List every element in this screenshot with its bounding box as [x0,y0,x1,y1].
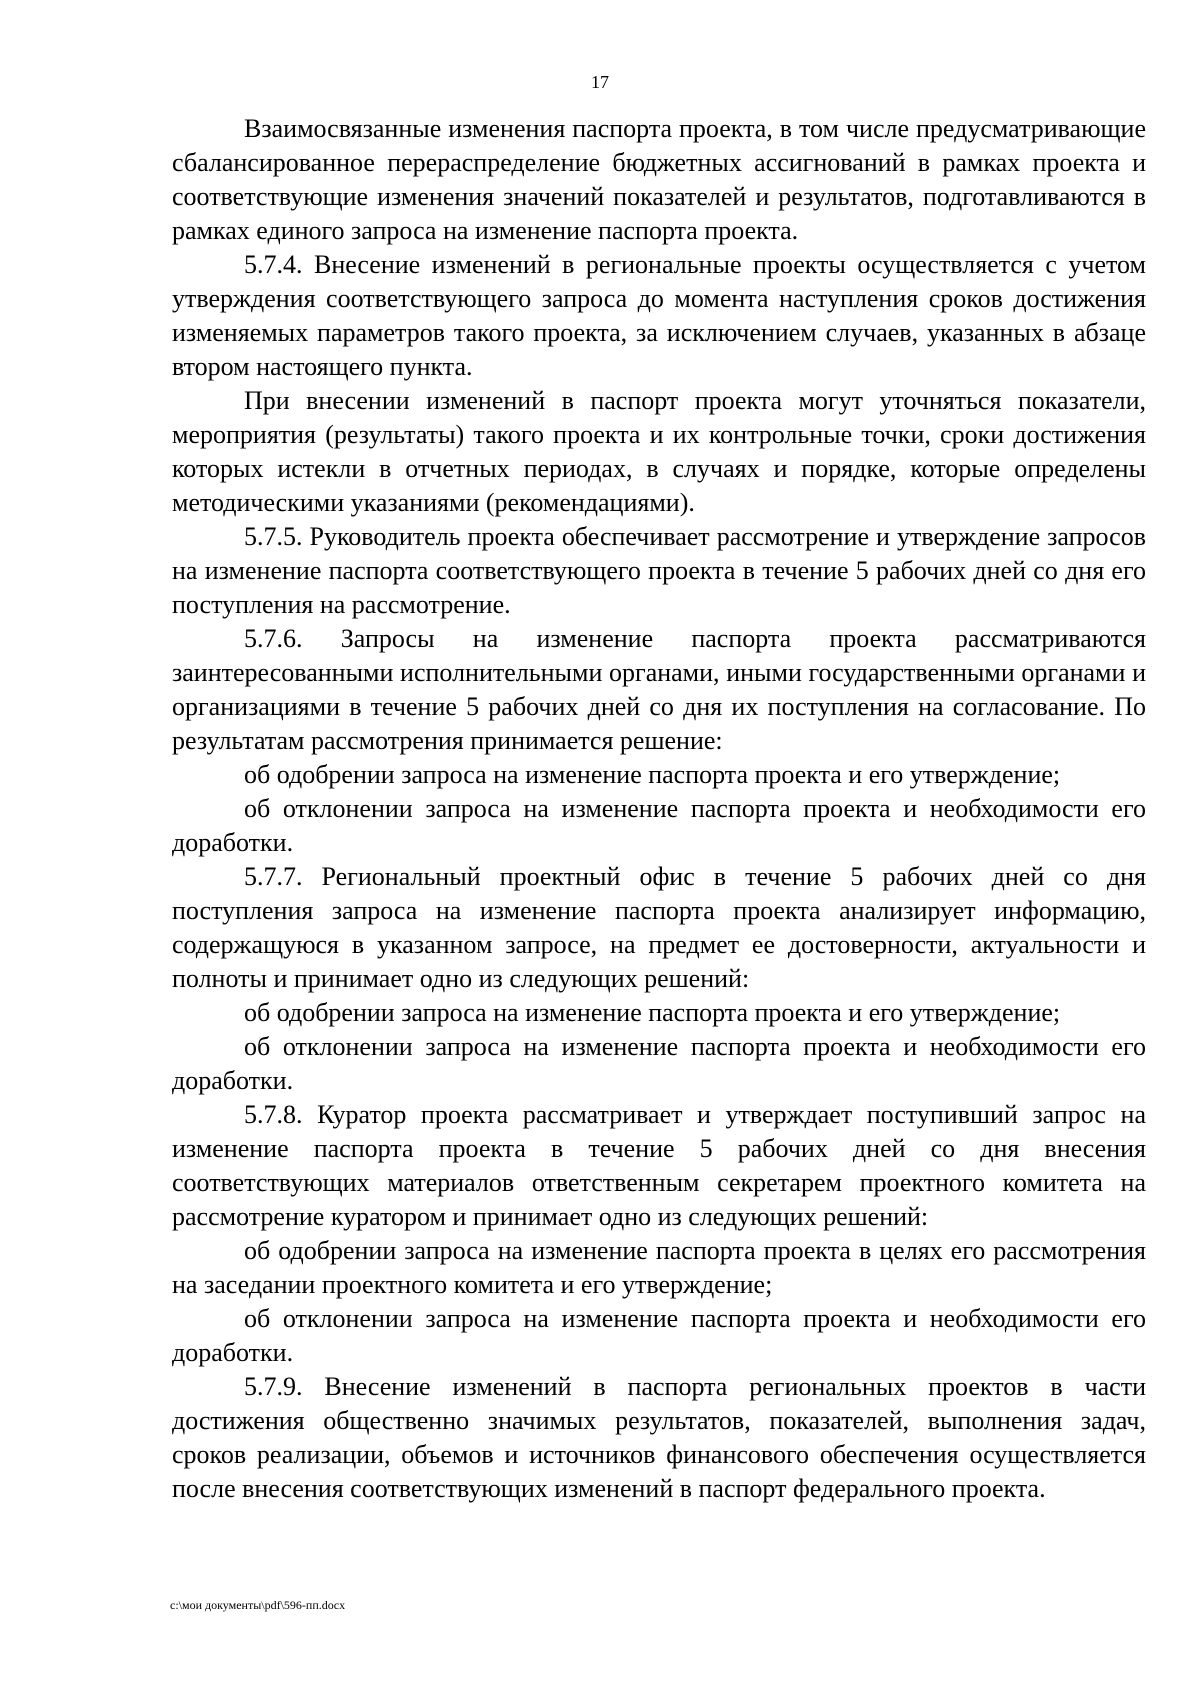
paragraph: об одобрении запроса на изменение паспорта проекта в целях его рассмотрения на заседании проектного комитета и его утверждение; [172,1236,1146,1299]
paragraph: об одобрении запроса на изменение паспорта проекта и его утверждение; [244,998,1061,1027]
page-number: 17 [591,72,609,92]
paragraph: 5.7.7. Региональный проектный офис в течение 5 рабочих дней со дня поступления запроса на изменение паспорта проекта анализирует информацию, содержащуюся в указанном запросе, на предмет ее достоверности, актуальности и полноты и принимает одно из следующих решений: [172,862,1146,993]
paragraph: об одобрении запроса на изменение паспорта проекта и его утверждение; [244,760,1061,789]
document-body [172,112,1146,1506]
paragraph: об отклонении запроса на изменение паспорта проекта и необходимости его доработки. [172,794,1146,857]
paragraph: 5.7.9. Внесение изменений в паспорта региональных проектов в части достижения общественно значимых результатов, показателей, выполнения задач, сроков реализации, объемов и источников финансового обеспечения осуществляется после внесения соответствующих изменений в паспорт федерального проекта. [172,1372,1146,1503]
paragraph: При внесении изменений в паспорт проекта могут уточняться показатели, мероприятия (результаты) такого проекта и их контрольные точки, сроки достижения которых истекли в отчетных периодах, в случаях и порядке, которые определены методическими указаниями (рекомендациями). [172,386,1146,517]
paragraph: 5.7.4. Внесение изменений в региональные проекты осуществляется с учетом утверждения соответствующего запроса до момента наступления сроков достижения изменяемых параметров такого проекта, за исключением случаев, указанных в абзаце втором настоящего пункта. [172,250,1146,381]
paragraph: Взаимосвязанные изменения паспорта проекта, в том числе предусматривающие сбалансированное перераспределение бюджетных ассигнований в рамках проекта и соответствующие изменения значений показателей и результатов, подготавливаются в рамках единого запроса на изменение паспорта проекта. [172,114,1146,245]
paragraph: 5.7.5. Руководитель проекта обеспечивает рассмотрение и утверждение запросов на изменение паспорта соответствующего проекта в течение 5 рабочих дней со дня его поступления на рассмотрение. [172,522,1146,619]
file-path-footer: c:\мои документы\pdf\596-пп.docx [170,1598,346,1612]
paragraph: об отклонении запроса на изменение паспорта проекта и необходимости его доработки. [172,1304,1146,1367]
paragraph: 5.7.8. Куратор проекта рассматривает и утверждает поступивший запрос на изменение паспорта проекта в течение 5 рабочих дней со дня внесения соответствующих материалов ответственным секретарем проектного комитета на рассмотрение куратором и принимает одно из следующих решений: [172,1100,1146,1231]
paragraph: об отклонении запроса на изменение паспорта проекта и необходимости его доработки. [172,1032,1146,1095]
paragraph: 5.7.6. Запросы на изменение паспорта проекта рассматриваются заинтересованными исполнительными органами, иными государственными органами и организациями в течение 5 рабочих дней со дня их поступления на согласование. По результатам рассмотрения принимается решение: [172,624,1146,755]
